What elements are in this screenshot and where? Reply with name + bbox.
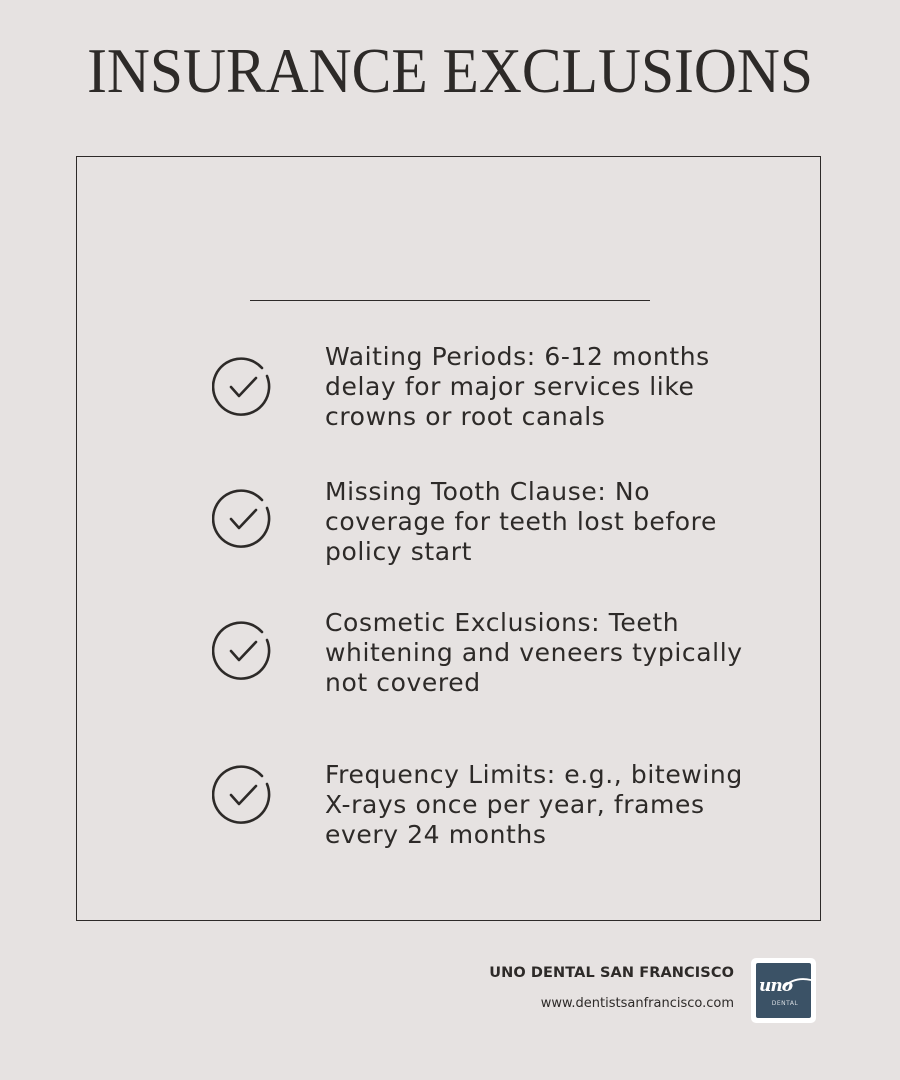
check-circle-icon — [212, 356, 274, 418]
website-link[interactable]: www.dentistsanfrancisco.com — [540, 996, 734, 1011]
exclusion-text: Frequency Limits: e.g., bitewing X-rays once per year, frames every 24 months — [325, 760, 743, 849]
check-circle-icon — [212, 620, 274, 682]
logo-wordmark: uno — [759, 976, 793, 996]
exclusion-text: Waiting Periods: 6-12 months delay for major services like crowns or root canals — [325, 342, 710, 431]
brand-name: UNO DENTAL SAN FRANCISCO — [489, 965, 734, 981]
logo-subtitle: DENTAL — [771, 1000, 799, 1007]
exclusion-text: Cosmetic Exclusions: Teeth whitening and veneers typically not covered — [325, 608, 743, 697]
brand-logo — [751, 958, 816, 1023]
check-circle-icon — [212, 764, 274, 826]
logo-badge — [756, 963, 811, 1018]
page-title: INSURANCE EXCLUSIONS — [87, 35, 813, 106]
divider-line — [250, 300, 650, 301]
check-circle-icon — [212, 488, 274, 550]
exclusion-text: Missing Tooth Clause: No coverage for teeth lost before policy start — [325, 477, 717, 566]
logo-swoosh-icon — [782, 977, 811, 989]
